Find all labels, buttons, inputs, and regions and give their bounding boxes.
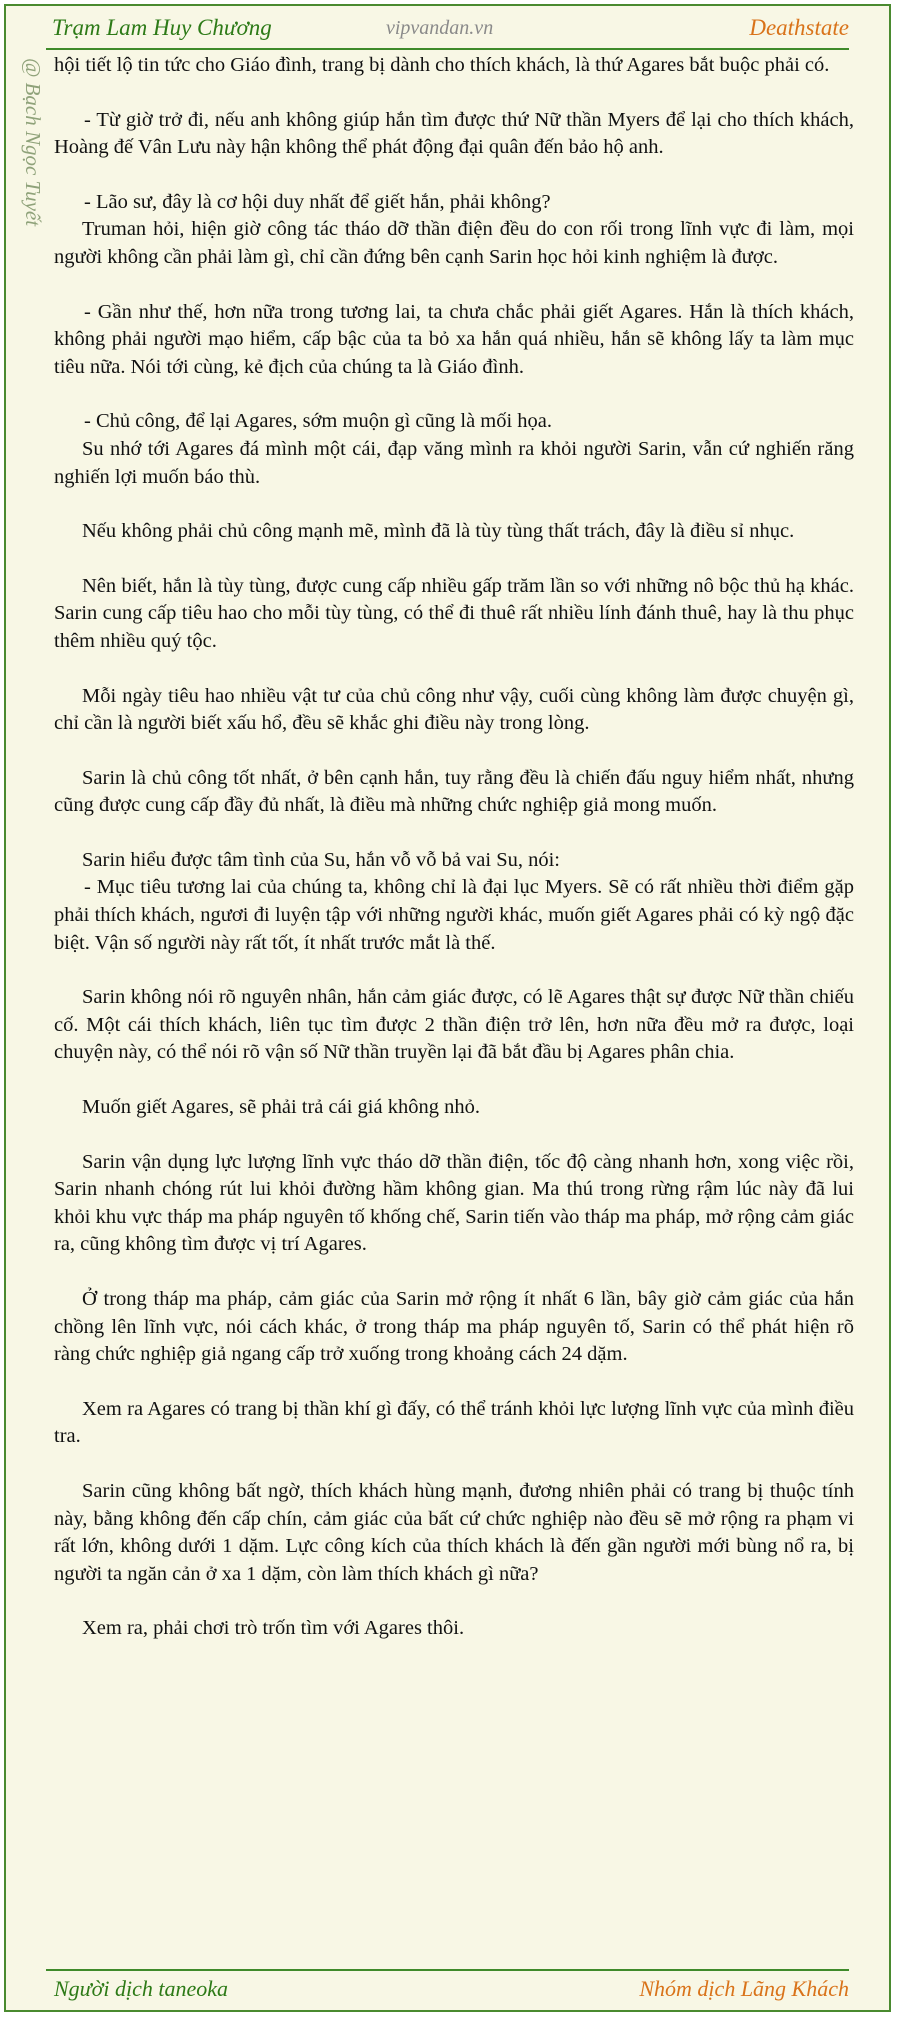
- paragraph: Sarin vận dụng lực lượng lĩnh vực tháo dỡ thần điện, tốc độ càng nhanh hơn, xong việc rồi, Sarin nhanh chóng rút lui khỏi đường hầm không gian. Ma thú trong rừng rậm lúc này đã lui khỏi khu vực tháp ma pháp nguyên tố khống chế, Sarin tiến vào tháp ma pháp, mở rộng cảm giác ra, cũng không tìm được vị trí Agares.: [54, 1150, 854, 1256]
- paragraph: Sarin cũng không bất ngờ, thích khách hùng mạnh, đương nhiên phải có trang bị thuộc tính này, bằng không đến cấp chín, cảm giác của bất cứ chức nghiệp nào đều sẽ mở rộng ra phạm vi rất lớn, không dưới 1 dặm. Lực công kích của thích khách là đến gần người mới bùng nổ ra, bị người ta ngăn cản ở xa 1 dặm, còn làm thích khách gì nữa?: [54, 1479, 854, 1585]
- paragraph: Muốn giết Agares, sẽ phải trả cái giá không nhỏ.: [82, 1096, 480, 1119]
- paragraph: - Chủ công, để lại Agares, sớm muộn gì cũng là mối họa.: [84, 410, 553, 433]
- header-divider: [46, 48, 849, 50]
- paragraph: - Lão sư, đây là cơ hội duy nhất để giết hắn, phải không?: [84, 190, 551, 213]
- paragraph: Truman hỏi, hiện giờ công tác tháo dỡ thần điện đều do con rối trong lĩnh vực đi làm, mọi người không cần phải làm gì, chỉ cần đứng bên cạnh Sarin học hỏi kinh nghiệm là được.: [54, 218, 854, 268]
- paragraph: Xem ra, phải chơi trò trốn tìm với Agares thôi.: [82, 1617, 465, 1640]
- paragraph: - Từ giờ trở đi, nếu anh không giúp hắn tìm được thứ Nữ thần Myers để lại cho thích khách, Hoàng đế Vân Lưu này hận không thể phát động đại quân đến bảo hộ anh.: [54, 108, 854, 159]
- paragraph: Sarin hiểu được tâm tình của Su, hắn vỗ vỗ bả vai Su, nói:: [82, 848, 561, 871]
- page-frame: [4, 4, 891, 2012]
- paragraph: Su nhớ tới Agares đá mình một cái, đạp văng mình ra khỏi người Sarin, vẫn cứ nghiến răng nghiến lợi muốn báo thù.: [54, 437, 854, 488]
- paragraph: Mỗi ngày tiêu hao nhiều vật tư của chủ công như vậy, cuối cùng không làm được chuyện gì, chỉ cần là người biết xấu hổ, đều sẽ khắc ghi điều này trong lòng.: [54, 684, 854, 735]
- header-site: vipvandan.vn: [386, 17, 494, 39]
- footer-translator: Người dịch taneoka: [54, 1976, 229, 2001]
- paragraph: Nên biết, hắn là tùy tùng, được cung cấp nhiều gấp trăm lần so với những nô bộc thủ hạ khác. Sarin cung cấp tiêu hao cho mỗi tùy tùng, có thể đi thuê rất nhiều lính đánh thuê, hay là thu phục thêm nhiều quý tộc.: [54, 574, 854, 652]
- chapter-text: [54, 52, 854, 1643]
- paragraph: Xem ra Agares có trang bị thần khí gì đấy, có thể tránh khỏi lực lượng lĩnh vực của mình điều tra.: [54, 1397, 854, 1448]
- side-credit: @ Bạch Ngọc Tuyết: [21, 58, 45, 227]
- page-header: [6, 13, 889, 47]
- header-book-title: Deathstate: [749, 15, 849, 40]
- paragraph: Sarin là chủ công tốt nhất, ở bên cạnh hắn, tuy rằng đều là chiến đấu nguy hiểm nhất, nhưng cũng được cung cấp đầy đủ nhất, là điều mà những chức nghiệp giả mong muốn.: [54, 766, 854, 817]
- paragraph: - Mục tiêu tương lai của chúng ta, không chỉ là đại lục Myers. Sẽ có rất nhiều thời điểm gặp phải thích khách, ngươi đi luyện tập với những người khác, muốn giết Agares phải có kỳ ngộ đặc biệt. Vận số người này rất tốt, ít nhất trước mắt là thế.: [54, 876, 854, 954]
- footer-group: Nhóm dịch Lãng Khách: [639, 1976, 849, 2001]
- paragraph: Sarin không nói rõ nguyên nhân, hắn cảm giác được, có lẽ Agares thật sự được Nữ thần chiếu cố. Một cái thích khách, liên tục tìm được 2 thần điện trở lên, hơn nữa đều mở ra được, loại chuyện này, có thể nói rõ vận số Nữ thần truyền lại đã bắt đầu bị Agares phân chia.: [54, 986, 854, 1064]
- paragraph: - Gần như thế, hơn nữa trong tương lai, ta chưa chắc phải giết Agares. Hắn là thích khách, không phải người mạo hiểm, cấp bậc của ta bỏ xa hắn quá nhiều, hắn sẽ không lấy ta làm mục tiêu nữa. Nói tới cùng, kẻ địch của chúng ta là Giáo đình.: [54, 300, 854, 378]
- header-title: Trạm Lam Huy Chương: [52, 15, 272, 40]
- paragraph: hội tiết lộ tin tức cho Giáo đình, trang bị dành cho thích khách, là thứ Agares bắt buộc phải có.: [54, 54, 830, 76]
- paragraph: Ở trong tháp ma pháp, cảm giác của Sarin mở rộng ít nhất 6 lần, bây giờ cảm giác của hắn chồng lên lĩnh vực, nói cách khác, ở trong tháp ma pháp nguyên tố, Sarin có thể phát hiện rõ ràng chức nghiệp giả ngang cấp trở xuống trong khoảng cách 24 dặm.: [54, 1288, 854, 1366]
- footer-divider: [46, 1969, 849, 1971]
- paragraph: Nếu không phải chủ công mạnh mẽ, mình đã là tùy tùng thất trách, đây là điều sỉ nhục.: [82, 520, 795, 543]
